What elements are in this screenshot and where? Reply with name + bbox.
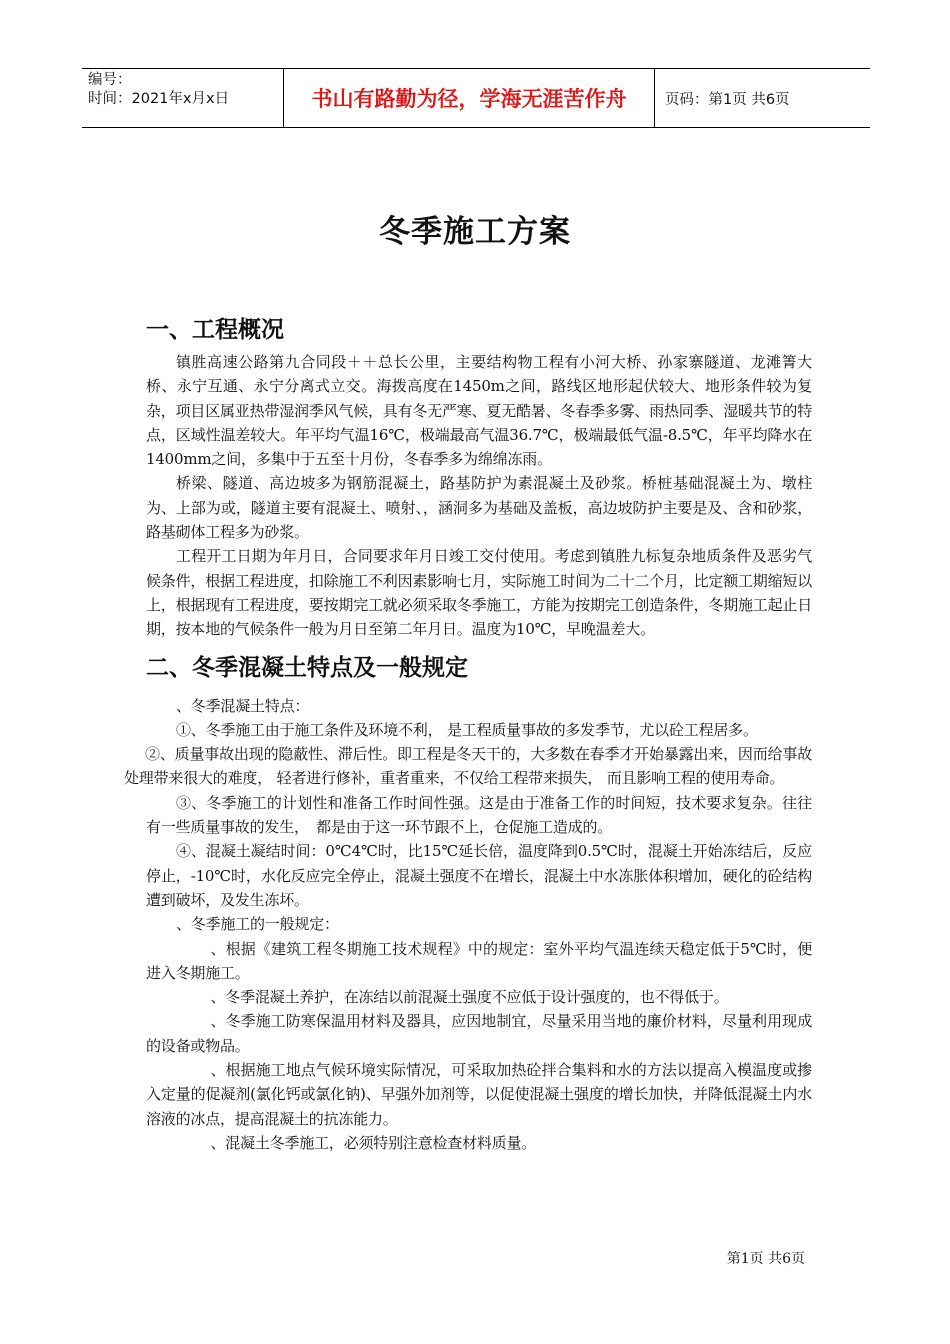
document-title: 冬季施工方案 xyxy=(379,214,571,250)
paragraph: 镇胜高速公路第九合同段＋＋总长公里，主要结构物工程有小河大桥、孙家寨隧道、龙滩箐大桥、永宁互通、永宁分离式立交。海拨高度在1450m之间，路线区地形起伏较大、地形条件较为复杂，项目区属亚热带湿润季风气候，具有冬无严寒、夏无酷暑、冬春季多雾、雨热同季、湿暖共节的特点，区域性温差较大。年平均气温16℃，极端最高气温36.7℃，极端最低气温-8.5℃，年平均降水在1400mm之间，多集中于五至十月份，冬春季多为绵绵冻雨。 xyxy=(146,353,813,469)
rule-item: 、冬季施工防寒保温用材料及器具，应因地制宜，尽量采用当地的廉价材料，尽量利用现成的设备或物品。 xyxy=(146,1012,812,1055)
section-heading-winter-concrete: 二、冬季混凝土特点及一般规定 xyxy=(146,654,468,681)
paragraph: 桥梁、隧道、高边坡多为钢筋混凝土，路基防护为素混凝土及砂浆。桥桩基础混凝土为、墩柱为、上部为或，隧道主要有混凝土、喷射、，涵洞多为基础及盖板，高边坡防护主要是及、含和砂浆，路基砌体工程多为砂浆。 xyxy=(146,474,812,542)
feature-item: ①、冬季施工由于施工条件及环境不利， 是工程质量事故的多发季节，尤以砼工程居多。 xyxy=(176,720,758,739)
feature-item: ③、冬季施工的计划性和准备工作时间性强。这是由于准备工作的时间短，技术要求复杂。往往有一些质量事故的发生， 都是由于这一环节跟不上，仓促施工造成的。 xyxy=(146,793,812,837)
header-page-info: 页码：第1页 共6页 xyxy=(665,91,790,108)
date-label: 时间：2021年x月x日 xyxy=(88,91,230,107)
page-header xyxy=(82,68,870,128)
section-heading-overview: 一、工程概况 xyxy=(146,317,284,343)
page-footer-number: 第1页 共6页 xyxy=(726,1251,805,1267)
document-body xyxy=(124,312,813,1155)
rule-item: 、根据《建筑工程冬期施工技术规程》中的规定：室外平均气温连续天稳定低于5℃时，便进入冬期施工。 xyxy=(146,939,812,982)
header-meta xyxy=(82,69,283,127)
feature-item: ④、混凝土凝结时间：0℃4℃时，比15℃延长倍，温度降到0.5℃时，混凝土开始冻结后，反应停止，-10℃时，水化反应完全停止，混凝土强度不在增长，混凝土中水冻胀体积增加，硬化的砼结构遭到破坏，及发生冻坏。 xyxy=(146,842,812,909)
serial-label: 编号： xyxy=(88,72,132,88)
rule-item: 、混凝土冬季施工，必须特别注意检查材料质量。 xyxy=(210,1133,537,1152)
header-motto: 书山有路勤为径，学海无涯苦作舟 xyxy=(283,69,655,127)
features-intro: 、冬季混凝土特点： xyxy=(176,696,310,715)
feature-item: ②、质量事故出现的隐蔽性、滞后性。即工程是冬天干的，大多数在春季才开始暴露出来，因而给事故处理带来很大的难度， 轻者进行修补，重者重来，不仅给工程带来损失， 而且影响工程的使用寿命。 xyxy=(124,745,812,788)
rule-item: 、根据施工地点气候环境实际情况，可采取加热砼拌合集料和水的方法以提高入模温度或掺入定量的促凝剂(氯化钙或氯化钠)、早强外加剂等，以促使混凝土强度的增长加快，并降低混凝土内水溶液的冰点，提高混凝土的抗冻能力。 xyxy=(146,1061,812,1128)
paragraph: 工程开工日期为年月日，合同要求年月日竣工交付使用。考虑到镇胜九标复杂地质条件及恶劣气候条件，根据工程进度，扣除施工不利因素影响七月，实际施工时间为二十二个月，比定额工期缩短以上，根据现有工程进度，要按期完工就必须采取冬季施工，方能为按期完工创造条件，冬期施工起止日期，按本地的气候条件一般为月日至第二年月日。温度为10℃，早晚温差大。 xyxy=(146,547,813,639)
rules-intro: 、冬季施工的一般规定： xyxy=(176,915,339,934)
rule-item: 、冬季混凝土养护，在冻结以前混凝土强度不应低于设计强度的，也不得低于。 xyxy=(210,988,729,1007)
